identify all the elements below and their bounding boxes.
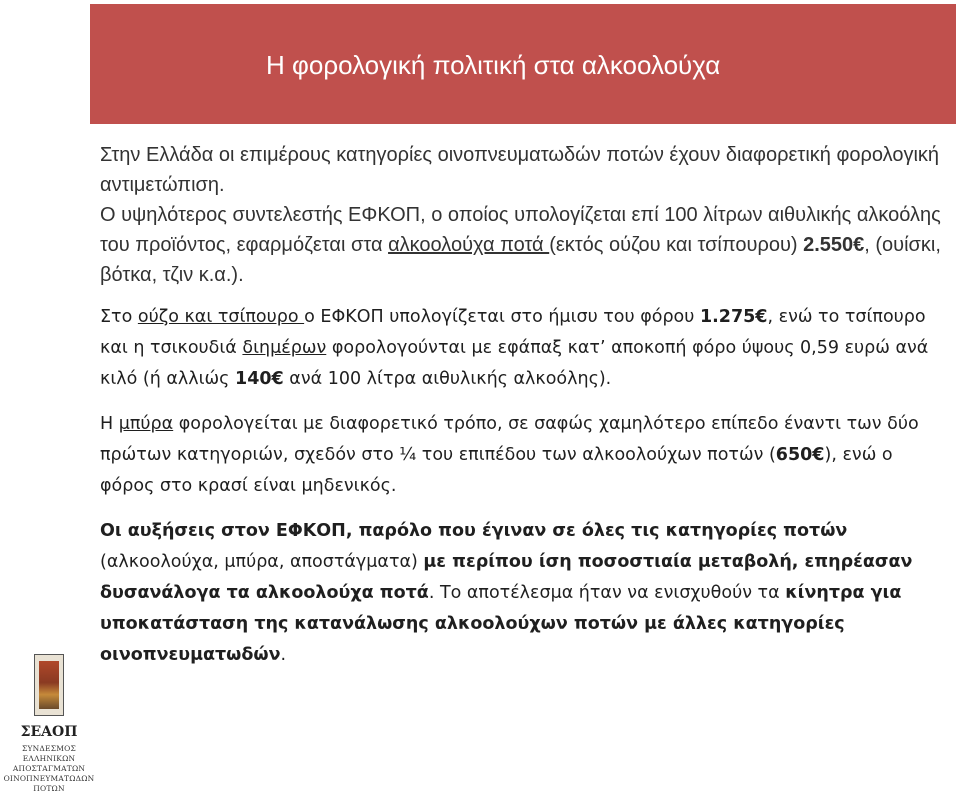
intro-text-2a: Ο υψηλότερος συντελεστής ΕΦΚΟΠ, ο οποίος υπολογίζεται επί 100 λίτρων αιθυλικής αλκοόλης του προϊόντος, εφαρμόζεται στα	[100, 204, 941, 256]
increase-bold-2: με περίπου ίση ποσοστιαία μεταβολή, επηρέασαν δυσανάλογα τα αλκοολούχα ποτά	[100, 552, 913, 603]
amount-ouzo: 1.275€	[699, 307, 768, 327]
intro-text-2b: (εκτός ούζου και τσίπουρου)	[549, 234, 804, 256]
logo-name: ΣΕΑΟΠ	[20, 724, 78, 740]
amount-beer: 650€	[775, 445, 825, 465]
beer-text-c: ), ενώ ο φόρος στο κρασί είναι μηδενικός.	[100, 445, 893, 496]
logo-subtitle	[0, 744, 98, 794]
increase-bold-1: Οι αυξήσεις στον ΕΦΚΟΠ, παρόλο που έγιναν σε όλες τις κατηγορίες ποτών	[100, 521, 848, 541]
amount-spirits: 2.550€	[803, 234, 865, 256]
paragraph-beer	[100, 409, 950, 502]
intro-paragraph-2	[100, 200, 950, 290]
association-logo	[0, 650, 98, 800]
link-diimeron[interactable]: διημέρων	[242, 338, 327, 358]
logo-sub-line: ΠΟΤΩΝ	[33, 784, 65, 793]
link-ouzo[interactable]: ούζο και τσίπουρο	[137, 307, 305, 327]
ouzo-text-b: ο ΕΦΚΟΠ υπολογίζεται στο ήμισυ του φόρου	[304, 307, 700, 327]
paragraph-ouzo	[100, 302, 950, 395]
intro-text-2c: , (ουίσκι, βότκα, τζιν κ.α.).	[100, 234, 941, 286]
amount-tsipouro: 140€	[235, 369, 284, 389]
intro-paragraph-1	[100, 140, 950, 200]
increase-text-c: .	[280, 645, 287, 665]
beer-text-a: Η	[100, 414, 119, 434]
logo-sub-line: ΟΙΝΟΠΝΕΥΜΑΤΩΔΩΝ	[3, 774, 95, 783]
paragraph-increase	[100, 516, 950, 671]
page-title: Η φορολογική πολιτική στα αλκοολούχα	[266, 50, 721, 80]
increase-bold-3: κίνητρα για υποκατάσταση της κατανάλωσης αλκοολούχων ποτών με άλλες κατηγορίες οινοπνευματωδών	[100, 583, 902, 665]
title-bar	[90, 4, 956, 124]
ouzo-text-e: ανά 100 λίτρα αιθυλικής αλκοόλης).	[283, 369, 612, 389]
emblem-icon	[34, 654, 64, 716]
intro-block	[100, 140, 950, 290]
increase-text-a: (αλκοολούχα, μπύρα, αποστάγματα)	[100, 552, 424, 572]
increase-text-b: . Το αποτέλεσμα ήταν να ενισχυθούν τα	[428, 583, 786, 603]
intro-text-1: Στην Ελλάδα οι επιμέρους κατηγορίες οινοπνευματωδών ποτών έχουν διαφορετική φορολογική αντιμετώπιση.	[100, 144, 940, 196]
link-beer[interactable]: μπύρα	[118, 414, 174, 434]
logo-sub-line: ΑΠΟΣΤΑΓΜΑΤΩΝ	[12, 764, 86, 773]
ouzo-text-a: Στο	[100, 307, 138, 327]
logo-sub-line: ΕΛΛΗΝΙΚΩΝ	[22, 754, 76, 763]
ouzo-text-d: φορολογούνται με εφάπαξ κατ’ αποκοπή φόρο ύψους 0,59 ευρώ ανά κιλό (ή αλλιώς	[100, 338, 929, 389]
beer-text-b: φορολογείται με διαφορετικό τρόπο, σε σαφώς χαμηλότερο επίπεδο έναντι των δύο πρώτων κατηγοριών, σχεδόν στο ¼ του επιπέδου των αλκοολούχων ποτών (	[100, 414, 919, 465]
logo-sub-line: ΣΥΝΔΕΣΜΟΣ	[22, 744, 76, 753]
ouzo-text-c: , ενώ το τσίπουρο και η τσικουδιά	[100, 307, 926, 358]
slide-content	[100, 140, 950, 671]
link-spirits[interactable]: αλκοολούχα ποτά	[388, 234, 550, 256]
